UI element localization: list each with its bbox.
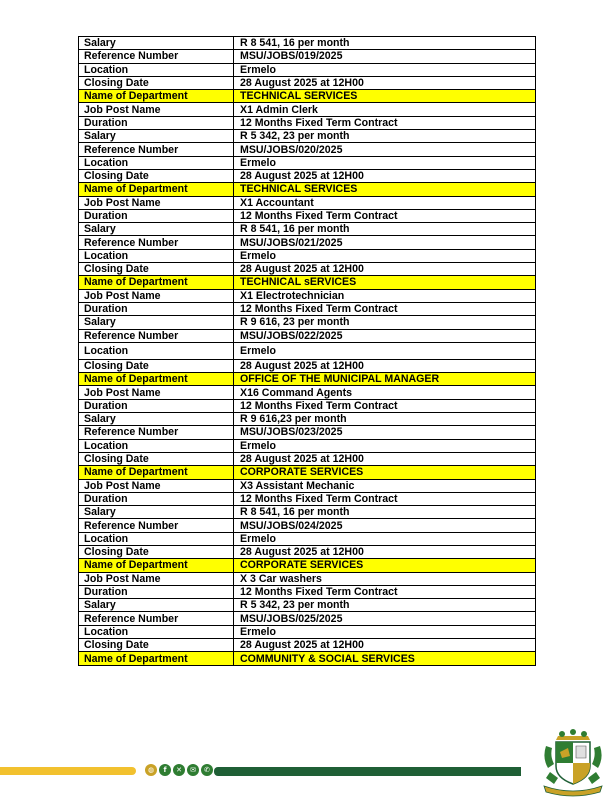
field-value: Ermelo: [234, 342, 536, 359]
field-value: Ermelo: [234, 249, 536, 262]
field-value: Ermelo: [234, 532, 536, 545]
field-value: MSU/JOBS/020/2025: [234, 143, 536, 156]
field-label: Job Post Name: [79, 386, 234, 399]
field-label: Duration: [79, 302, 234, 315]
field-value: 12 Months Fixed Term Contract: [234, 209, 536, 222]
field-value: X1 Electrotechnician: [234, 289, 536, 302]
table-row: [79, 585, 536, 598]
field-value: X1 Admin Clerk: [234, 103, 536, 116]
field-value: 28 August 2025 at 12H00: [234, 263, 536, 276]
field-label: Job Post Name: [79, 196, 234, 209]
field-value: Ermelo: [234, 625, 536, 638]
field-label: Duration: [79, 399, 234, 412]
field-label: Reference Number: [79, 143, 234, 156]
field-label: Name of Department: [79, 559, 234, 572]
table-row: [79, 359, 536, 372]
department-row: [79, 276, 536, 289]
department-row: [79, 466, 536, 479]
table-row: [79, 599, 536, 612]
field-label: Closing Date: [79, 639, 234, 652]
table-row: [79, 289, 536, 302]
table-row: [79, 316, 536, 329]
field-value: 12 Months Fixed Term Contract: [234, 302, 536, 315]
field-value: MSU/JOBS/022/2025: [234, 329, 536, 342]
field-value: R 8 541, 16 per month: [234, 506, 536, 519]
table-row: [79, 519, 536, 532]
footer-yellow-bar: [0, 767, 136, 775]
table-row: [79, 37, 536, 50]
field-label: Salary: [79, 316, 234, 329]
table-row: [79, 302, 536, 315]
field-label: Closing Date: [79, 452, 234, 465]
field-value: 12 Months Fixed Term Contract: [234, 585, 536, 598]
field-label: Closing Date: [79, 545, 234, 558]
field-value: R 5 342, 23 per month: [234, 130, 536, 143]
table-row: [79, 413, 536, 426]
field-label: Location: [79, 532, 234, 545]
field-label: Name of Department: [79, 90, 234, 103]
x-icon[interactable]: ✕: [173, 764, 185, 776]
table-row: [79, 342, 536, 359]
field-label: Salary: [79, 37, 234, 50]
field-label: Reference Number: [79, 519, 234, 532]
field-value: TECHNICAL SERVICES: [234, 90, 536, 103]
field-value: MSU/JOBS/023/2025: [234, 426, 536, 439]
field-label: Location: [79, 342, 234, 359]
field-label: Job Post Name: [79, 103, 234, 116]
table-row: [79, 399, 536, 412]
field-value: 28 August 2025 at 12H00: [234, 359, 536, 372]
table-row: [79, 532, 536, 545]
field-label: Name of Department: [79, 276, 234, 289]
table-row: [79, 452, 536, 465]
field-value: 28 August 2025 at 12H00: [234, 76, 536, 89]
field-value: X1 Accountant: [234, 196, 536, 209]
field-label: Reference Number: [79, 612, 234, 625]
field-label: Salary: [79, 506, 234, 519]
table-row: [79, 143, 536, 156]
table-row: [79, 63, 536, 76]
field-label: Duration: [79, 116, 234, 129]
field-label: Salary: [79, 599, 234, 612]
field-label: Closing Date: [79, 76, 234, 89]
field-label: Job Post Name: [79, 479, 234, 492]
field-value: 28 August 2025 at 12H00: [234, 169, 536, 182]
field-value: 28 August 2025 at 12H00: [234, 545, 536, 558]
footer-green-bar: [214, 767, 521, 776]
table-row: [79, 249, 536, 262]
table-row: [79, 130, 536, 143]
table-row: [79, 223, 536, 236]
field-value: R 9 616,23 per month: [234, 413, 536, 426]
table-row: [79, 169, 536, 182]
department-row: [79, 559, 536, 572]
department-row: [79, 373, 536, 386]
field-label: Location: [79, 156, 234, 169]
page-footer: [0, 762, 614, 800]
field-label: Closing Date: [79, 359, 234, 372]
field-label: Job Post Name: [79, 572, 234, 585]
field-label: Location: [79, 63, 234, 76]
table-row: [79, 236, 536, 249]
field-label: Location: [79, 625, 234, 638]
table-row: [79, 50, 536, 63]
field-label: Duration: [79, 492, 234, 505]
web-icon[interactable]: ◍: [145, 764, 157, 776]
email-icon[interactable]: ✉: [187, 764, 199, 776]
field-value: X16 Command Agents: [234, 386, 536, 399]
field-value: Ermelo: [234, 439, 536, 452]
field-value: OFFICE OF THE MUNICIPAL MANAGER: [234, 373, 536, 386]
field-value: X 3 Car washers: [234, 572, 536, 585]
department-row: [79, 90, 536, 103]
table-row: [79, 612, 536, 625]
table-row: [79, 76, 536, 89]
field-label: Name of Department: [79, 652, 234, 665]
department-row: [79, 652, 536, 665]
table-row: [79, 479, 536, 492]
field-label: Reference Number: [79, 426, 234, 439]
table-row: [79, 116, 536, 129]
field-label: Salary: [79, 223, 234, 236]
department-row: [79, 183, 536, 196]
field-label: Closing Date: [79, 263, 234, 276]
field-label: Job Post Name: [79, 289, 234, 302]
field-value: R 9 616, 23 per month: [234, 316, 536, 329]
job-posts-table: [78, 36, 536, 666]
field-label: Duration: [79, 209, 234, 222]
field-value: TECHNICAL SERVICES: [234, 183, 536, 196]
field-label: Salary: [79, 413, 234, 426]
table-row: [79, 572, 536, 585]
field-value: 28 August 2025 at 12H00: [234, 639, 536, 652]
field-value: R 8 541, 16 per month: [234, 223, 536, 236]
field-value: X3 Assistant Mechanic: [234, 479, 536, 492]
table-row: [79, 439, 536, 452]
table-row: [79, 156, 536, 169]
table-row: [79, 625, 536, 638]
field-label: Salary: [79, 130, 234, 143]
field-value: MSU/JOBS/025/2025: [234, 612, 536, 625]
field-label: Location: [79, 439, 234, 452]
field-label: Name of Department: [79, 373, 234, 386]
table-row: [79, 639, 536, 652]
table-row: [79, 426, 536, 439]
field-value: TECHNICAL sERVICES: [234, 276, 536, 289]
field-value: MSU/JOBS/021/2025: [234, 236, 536, 249]
field-label: Name of Department: [79, 466, 234, 479]
field-value: 28 August 2025 at 12H00: [234, 452, 536, 465]
field-value: COMMUNITY & SOCIAL SERVICES: [234, 652, 536, 665]
field-label: Reference Number: [79, 236, 234, 249]
municipal-crest-logo: [540, 728, 606, 798]
table-row: [79, 545, 536, 558]
table-row: [79, 506, 536, 519]
field-label: Duration: [79, 585, 234, 598]
table-row: [79, 196, 536, 209]
field-value: MSU/JOBS/024/2025: [234, 519, 536, 532]
field-value: 12 Months Fixed Term Contract: [234, 399, 536, 412]
field-label: Reference Number: [79, 50, 234, 63]
table-row: [79, 209, 536, 222]
social-icons: [145, 764, 213, 776]
field-value: Ermelo: [234, 63, 536, 76]
field-value: 12 Months Fixed Term Contract: [234, 116, 536, 129]
whatsapp-icon[interactable]: ✆: [201, 764, 213, 776]
table-row: [79, 263, 536, 276]
field-value: R 5 342, 23 per month: [234, 599, 536, 612]
field-value: CORPORATE SERVICES: [234, 466, 536, 479]
field-value: R 8 541, 16 per month: [234, 37, 536, 50]
field-value: CORPORATE SERVICES: [234, 559, 536, 572]
field-label: Closing Date: [79, 169, 234, 182]
field-label: Location: [79, 249, 234, 262]
table-row: [79, 386, 536, 399]
table-row: [79, 492, 536, 505]
facebook-icon[interactable]: f: [159, 764, 171, 776]
table-row: [79, 103, 536, 116]
field-label: Name of Department: [79, 183, 234, 196]
field-value: 12 Months Fixed Term Contract: [234, 492, 536, 505]
field-label: Reference Number: [79, 329, 234, 342]
job-posts-table-body: [79, 37, 536, 666]
field-value: Ermelo: [234, 156, 536, 169]
field-value: MSU/JOBS/019/2025: [234, 50, 536, 63]
table-row: [79, 329, 536, 342]
